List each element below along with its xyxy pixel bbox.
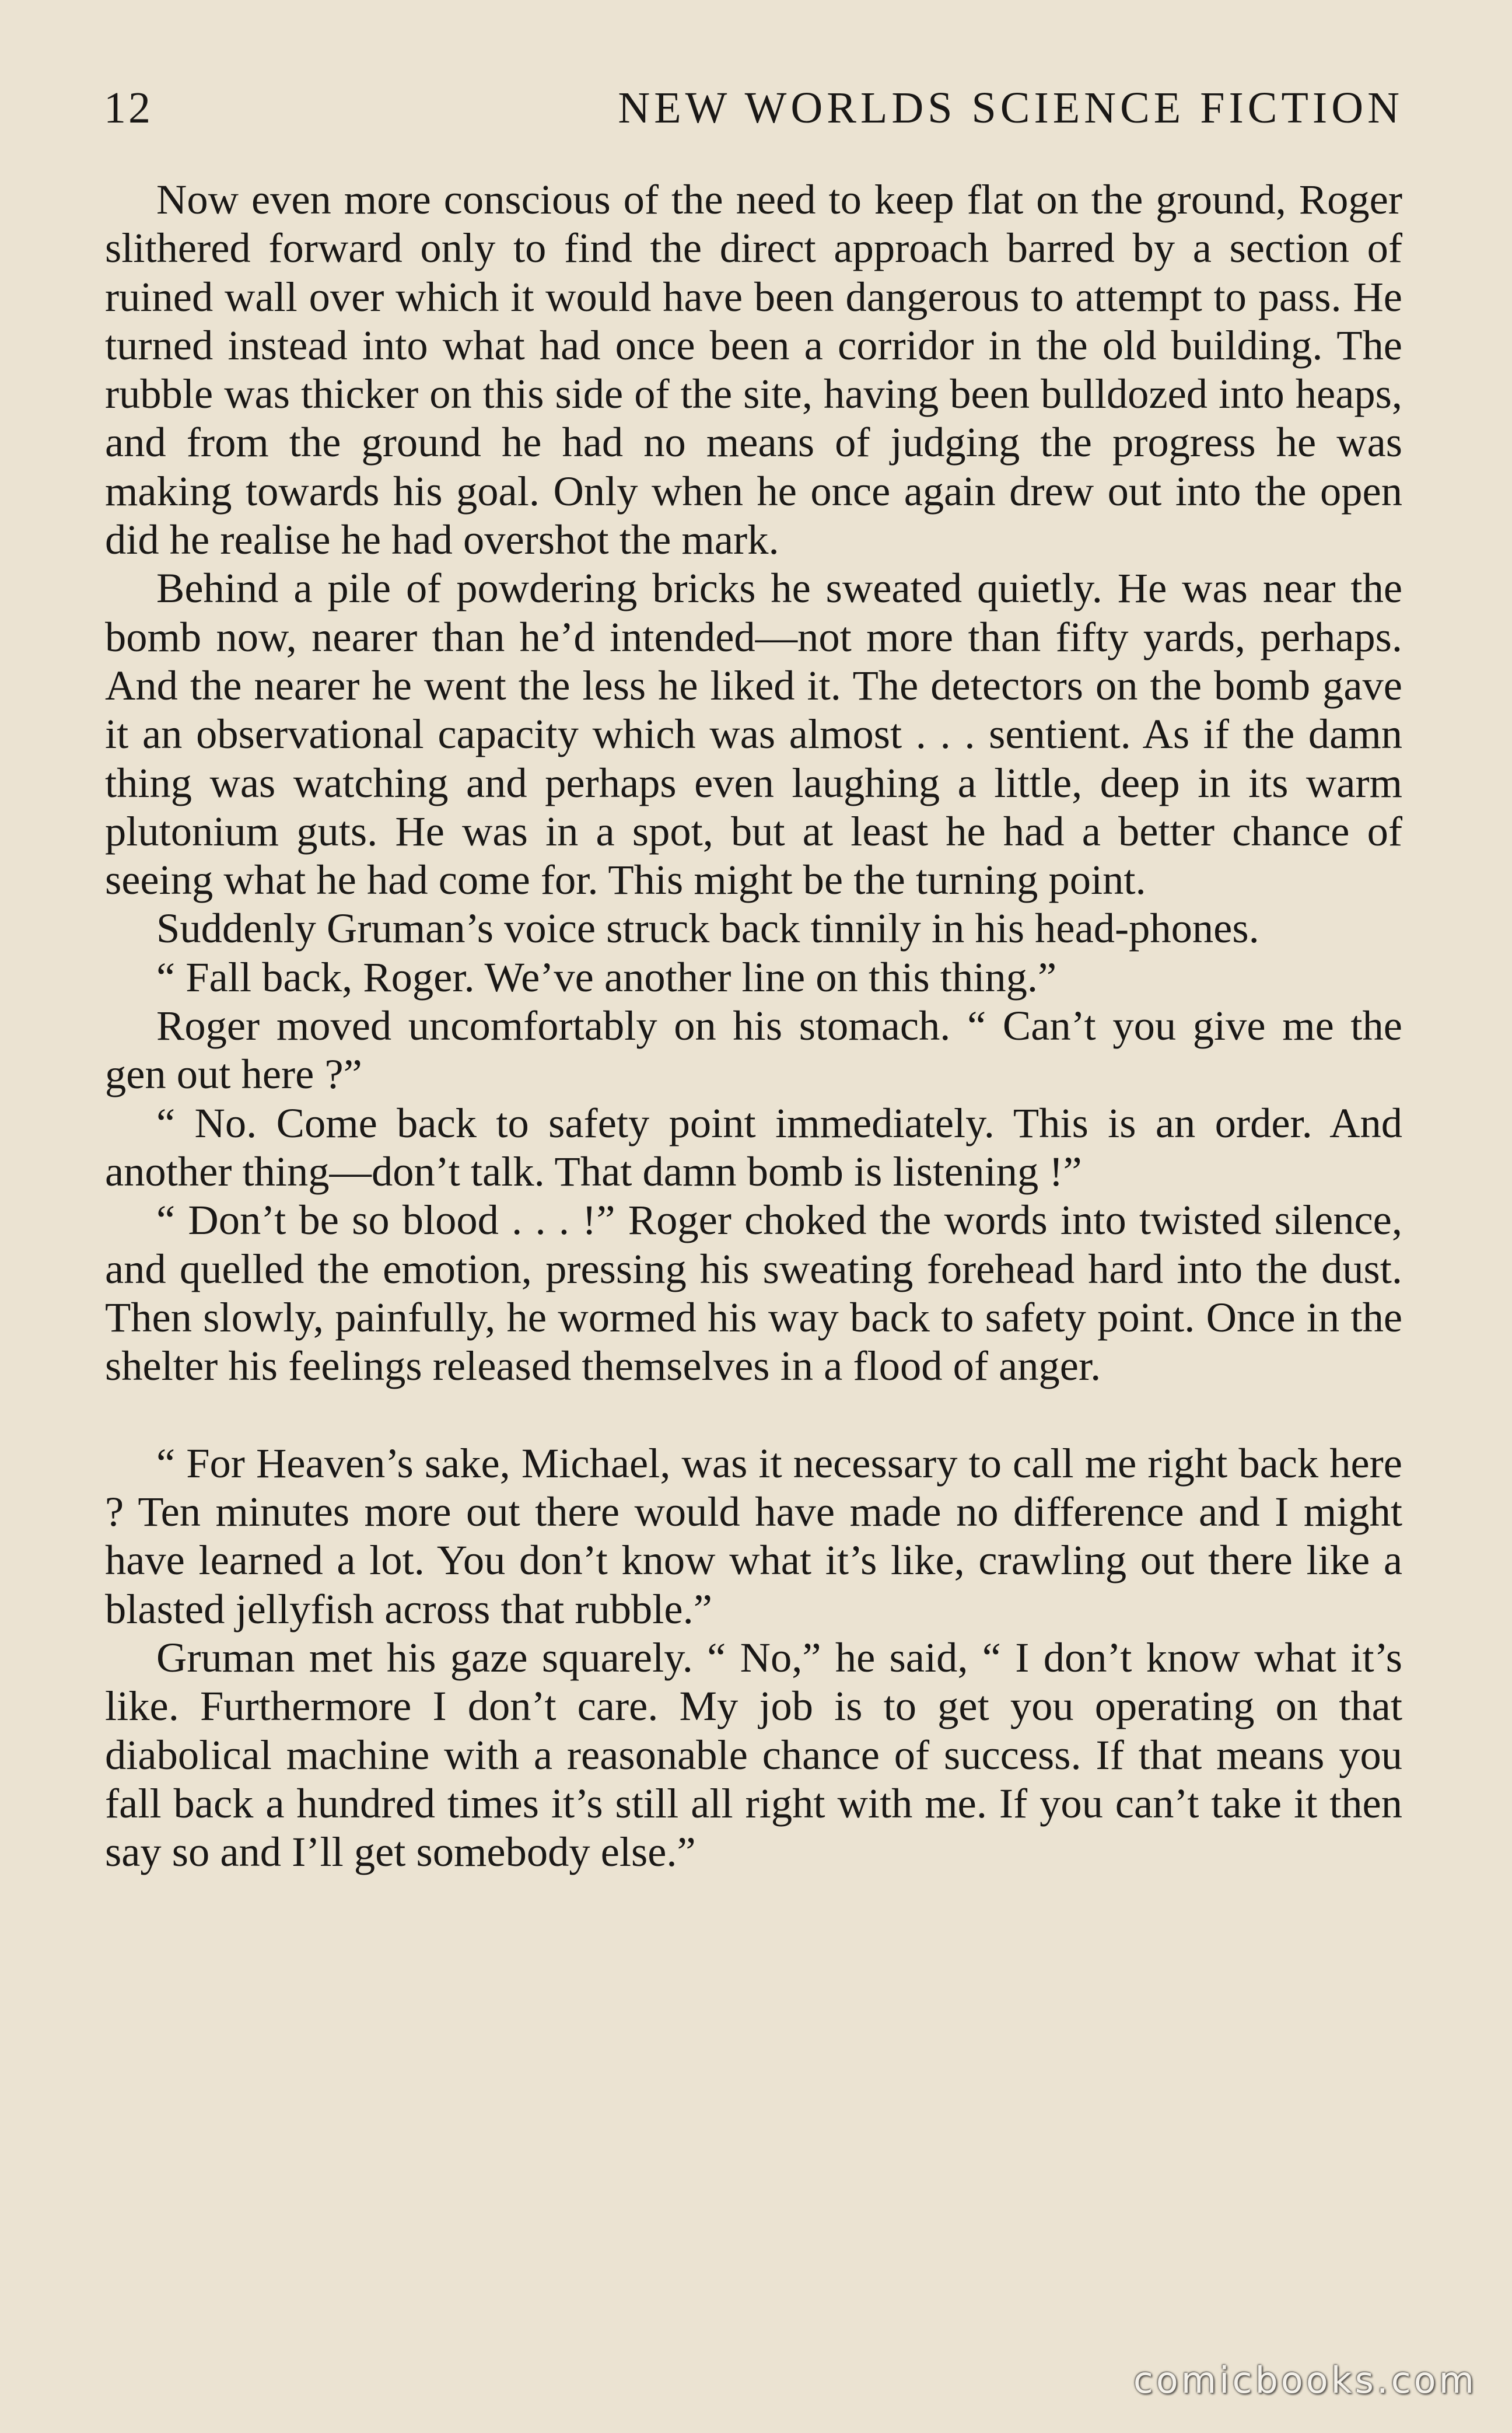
paragraph: Roger moved uncomfortably on his stomach. “ Can’t you give me the gen out here ?” [105, 1002, 1402, 1098]
paragraph: “ Fall back, Roger. We’ve another line on this thing.” [156, 953, 1057, 1001]
paragraph: Now even more conscious of the need to keep flat on the ground, Roger slithered forward only to find the direct approach barred by a section of ruined wall over which it would have been dangerous to attempt to pass. He turned instead into what had once been a corridor in the old building. The rubble was thicker on this side of the site, having been bulldozed into heaps, and from the ground he had no means of judging the progress he was making towards his goal. Only when he once again drew out into the open did he realise he had overshot the mark. [105, 176, 1402, 564]
section-break [105, 1390, 1402, 1438]
paragraph: Gruman met his gaze squarely. “ No,” he said, “ I don’t know what it’s like. Furthermore I don’t care. My job is to get you operating on that diabolical machine with a reasonable chance of success. If that means you fall back a hundred times it’s still all right with me. If you can’t take it then say so and I’ll get somebody else.” [105, 1633, 1402, 1876]
page-header [104, 76, 1404, 140]
page-number: 12 [104, 83, 153, 132]
paragraph: “ For Heaven’s sake, Michael, was it necessary to call me right back here ? Ten minutes more out there would have made no difference and I might have learned a lot. You don’t know what it’s like, crawling out there like a blasted jellyfish across that rubble.” [105, 1439, 1402, 1633]
paragraph: Behind a pile of powdering bricks he sweated quietly. He was near the bomb now, nearer than he’d intended—not more than fifty yards, perhaps. And the nearer he went the less he liked it. The detectors on the bomb gave it an observational capacity which was almost . . . sentient. As if the damn thing was watching and perhaps even laughing a little, deep in its warm plutonium guts. He was in a spot, but at least he had a better chance of seeing what he had come for. This might be the turning point. [105, 564, 1402, 904]
story-text [105, 175, 1402, 1876]
paragraph: “ No. Come back to safety point immediately. This is an order. And another thing—don’t talk. That damn bomb is listening !” [105, 1099, 1402, 1195]
paragraph: “ Don’t be so blood . . . !” Roger choked the words into twisted silence, and quelled the emotion, pressing his sweating forehead hard into the dust. Then slowly, painfully, he wormed his way back to safety point. Once in the shelter his feelings released themselves in a flood of anger. [105, 1196, 1402, 1390]
paragraph: Suddenly Gruman’s voice struck back tinnily in his head-phones. [156, 904, 1259, 952]
watermark: comicbooks.com [1133, 2359, 1477, 2401]
running-head: NEW WORLDS SCIENCE FICTION [618, 83, 1404, 132]
